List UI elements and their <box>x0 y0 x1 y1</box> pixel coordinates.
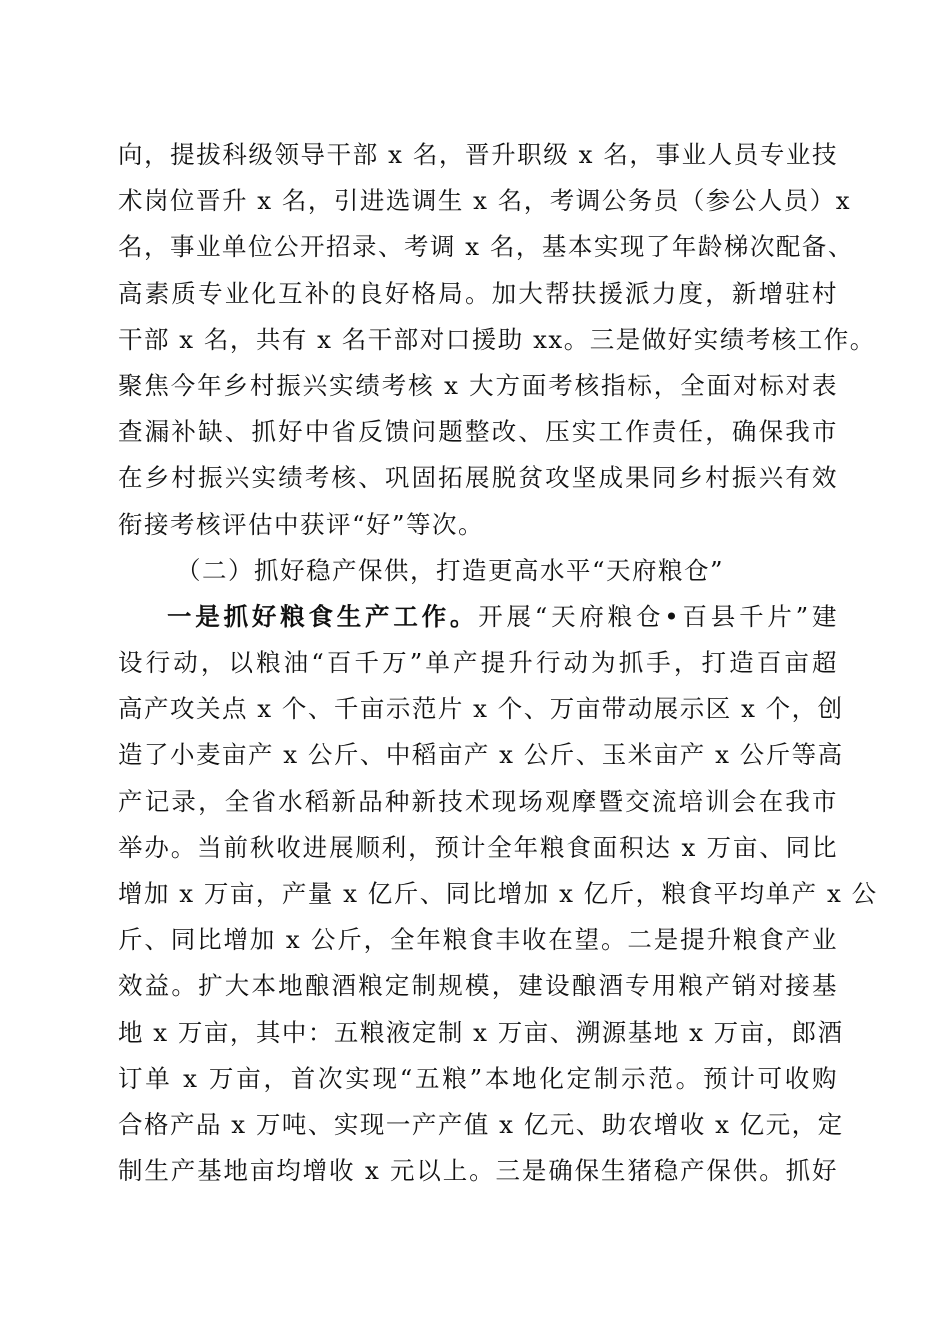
paragraph-line: 斤、同比增加 x 公斤，全年粮食丰收在望。二是提升粮食产业 <box>118 925 838 955</box>
paragraph-line: 造了小麦亩产 x 公斤、中稻亩产 x 公斤、玉米亩产 x 公斤等高 <box>118 740 844 770</box>
paragraph-line: 地 x 万亩，其中：五粮液定制 x 万亩、溯源基地 x 万亩，郎酒 <box>118 1017 844 1047</box>
paragraph-line: 查漏补缺、抓好中省反馈问题整改、压实工作责任，确保我市 <box>118 417 838 447</box>
paragraph-line: 举办。当前秋收进展顺利，预计全年粮食面积达 x 万亩、同比 <box>118 832 838 862</box>
paragraph-line: 在乡村振兴实绩考核、巩固拓展脱贫攻坚成果同乡村振兴有效 <box>118 463 838 493</box>
paragraph-line: 合格产品 x 万吨、实现一产产值 x 亿元、助农增收 x 亿元，定 <box>118 1109 844 1139</box>
paragraph-line: 高素质专业化互补的良好格局。加大帮扶援派力度，新增驻村 <box>118 278 838 308</box>
paragraph-line: 名，事业单位公开招录、考调 x 名，基本实现了年龄梯次配备、 <box>118 232 854 262</box>
first-line-rest: 开展“天府粮仓•百县千片”建 <box>478 601 838 631</box>
paragraph-line: 聚焦今年乡村振兴实绩考核 x 大方面考核指标，全面对标对表 <box>118 370 838 400</box>
paragraph-line: 高产攻关点 x 个、千亩示范片 x 个、万亩带动展示区 x 个，创 <box>118 694 844 724</box>
paragraph-line: 产记录，全省水稻新品种新技术现场观摩暨交流培训会在我市 <box>118 786 838 816</box>
body-text <box>118 132 878 1194</box>
paragraph-line: 术岗位晋升 x 名，引进选调生 x 名，考调公务员（参公人员）x <box>118 186 852 216</box>
paragraph-line: 向，提拔科级领导干部 x 名，晋升职级 x 名，事业人员专业技 <box>118 140 838 169</box>
paragraph-line: 订单 x 万亩，首次实现“五粮”本地化定制示范。预计可收购 <box>118 1063 838 1093</box>
section-heading: （二）抓好稳产保供，打造更高水平“天府粮仓” <box>176 555 725 585</box>
paragraph-line: 制生产基地亩均增收 x 元以上。三是确保生猪稳产保供。抓好 <box>118 1156 838 1186</box>
paragraph-line: 衔接考核评估中获评“好”等次。 <box>118 509 485 539</box>
lead-phrase: 一是抓好粮食生产工作。 <box>167 601 479 631</box>
paragraph-first-line <box>118 594 838 640</box>
paragraph-line: 增加 x 万亩，产量 x 亿斤、同比增加 x 亿斤，粮食平均单产 x 公 <box>118 879 878 908</box>
paragraph-line: 效益。扩大本地酿酒粮定制规模，建设酿酒专用粮产销对接基 <box>118 971 838 1001</box>
paragraph-line: 设行动，以粮油“百千万”单产提升行动为抓手，打造百亩超 <box>118 648 838 678</box>
paragraph-line: 干部 x 名，共有 x 名干部对口援助 xx。三是做好实绩考核工作。 <box>118 324 876 354</box>
